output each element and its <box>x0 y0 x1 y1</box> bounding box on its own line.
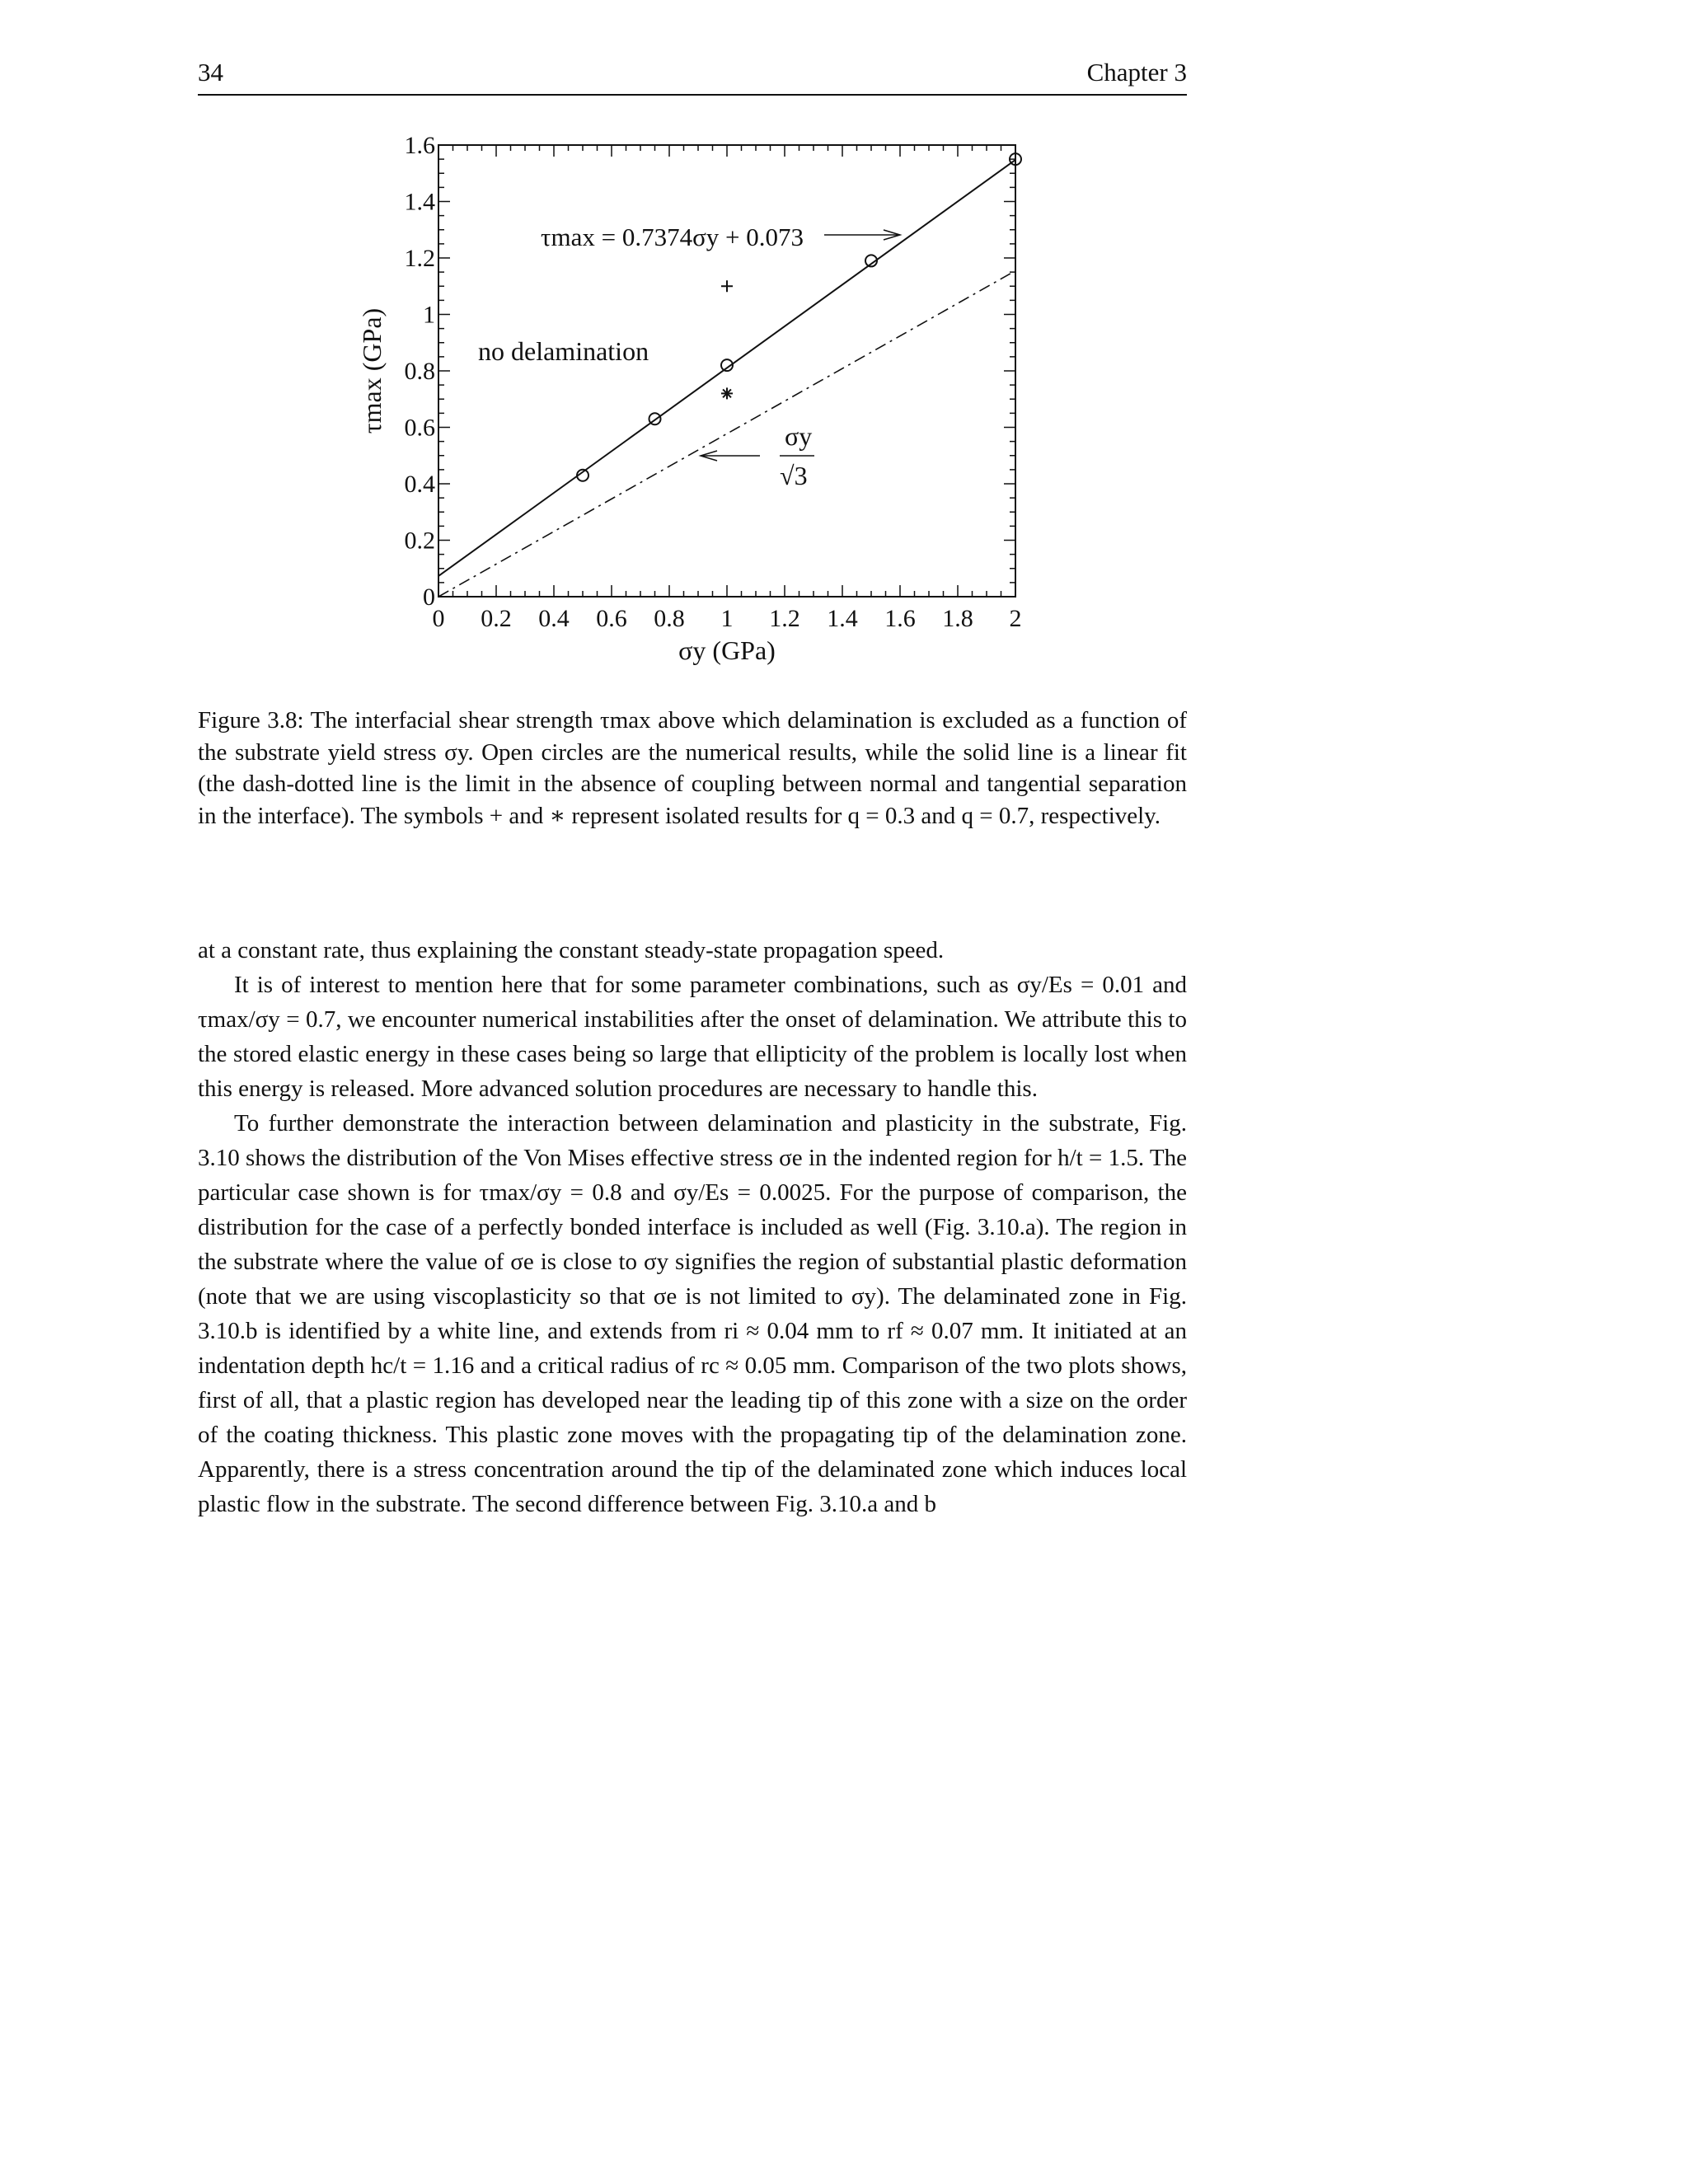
x-axis-label: σy (GPa) <box>678 635 776 665</box>
x-tick-label: 1.4 <box>827 605 858 632</box>
y-axis-label: τmax (GPa) <box>357 307 387 434</box>
x-tick-label: 1.8 <box>942 605 973 632</box>
tick-labels <box>405 132 1022 632</box>
x-tick-label: 0.4 <box>538 605 570 632</box>
x-tick-label: 0 <box>432 605 445 632</box>
y-tick-label: 0.2 <box>404 527 435 555</box>
y-tick-label: 1.2 <box>404 245 435 272</box>
chapter-title: Chapter 3 <box>1086 58 1187 87</box>
page-header <box>198 58 1187 96</box>
uncoupled-limit-line <box>438 271 1015 597</box>
x-tick-label: 2 <box>1009 605 1022 632</box>
y-tick-label: 0 <box>423 583 435 611</box>
asterisk-marker <box>721 387 733 399</box>
figure-caption <box>198 705 1187 832</box>
y-tick-label: 0.8 <box>404 358 435 385</box>
page-number: 34 <box>198 58 223 87</box>
figure-caption-label: Figure 3.8: <box>198 707 304 733</box>
limit-denominator-label: √3 <box>780 461 808 490</box>
limit-numerator-label: σy <box>785 421 813 451</box>
figure-caption-text: The interfacial shear strength τmax above which delamination is excluded as a function of the substrate yield stress σy. Open circles are the numerical results, while the solid line is a linear fit (the dash-dotted line is the limit in the absence of coupling between normal and tangential separation in the interface). The symbols + and ∗ represent isolated results for q = 0.3 and q = 0.7, respectively. <box>198 707 1187 829</box>
x-tick-label: 0.2 <box>481 605 512 632</box>
x-tick-label: 0.8 <box>654 605 685 632</box>
limit-arrow <box>701 451 760 461</box>
y-tick-label: 1 <box>423 301 435 329</box>
tau-max-vs-sigma-y-chart <box>330 132 1203 692</box>
x-tick-label: 1.2 <box>769 605 800 632</box>
plus-marker <box>721 280 733 292</box>
y-tick-label: 0.6 <box>404 414 435 442</box>
paragraph-2: It is of interest to mention here that for some parameter combinations, such as σy/Es = 0.01 and τmax/σy = 0.7, we encounter numerical instabilities after the onset of delamination. We attribute this to the stored elastic energy in these cases being so large that ellipticity of the problem is locally lost when this energy is released. More advanced solution procedures are necessary to handle this. <box>198 972 1187 1102</box>
y-tick-label: 1.6 <box>404 132 435 159</box>
no-delamination-label: no delamination <box>478 336 649 366</box>
y-tick-label: 0.4 <box>404 471 435 498</box>
x-tick-label: 1 <box>720 605 734 632</box>
body-text <box>198 933 1187 1521</box>
paragraph-3: To further demonstrate the interaction between delamination and plasticity in the substrate, Fig. 3.10 shows the distribution of the Von Mises effective stress σe in the indented region for h/t = 1.5. The particular case shown is for τmax/σy = 0.8 and σy/Es = 0.0025. For the purpose of comparison, the distribution for the case of a perfectly bonded interface is included as well (Fig. 3.10.a). The region in the substrate where the value of σe is close to σy signifies the region of substantial plastic deformation (note that we are using viscoplasticity so that σe is not limited to σy). The delaminated zone in Fig. 3.10.b is identified by a white line, and extends from ri ≈ 0.04 mm to rf ≈ 0.07 mm. It initiated at an indentation depth hc/t = 1.16 and a critical radius of rc ≈ 0.05 mm. Comparison of the two plots shows, first of all, that a plastic region has developed near the leading tip of this zone with a size on the order of the coating thickness. This plastic zone moves with the propagating tip of the delamination zone. Apparently, there is a stress concentration around the tip of the delaminated zone which induces local plastic flow in the substrate. The second difference between Fig. 3.10.a and b <box>198 1110 1187 1517</box>
fit-equation-label: τmax = 0.7374σy + 0.073 <box>541 223 804 251</box>
circle-marker <box>649 413 661 424</box>
paragraph-1: at a constant rate, thus explaining the constant steady-state propagation speed. <box>198 937 945 963</box>
fit-arrow <box>824 230 900 240</box>
x-tick-label: 1.6 <box>884 605 916 632</box>
y-tick-label: 1.4 <box>404 188 435 216</box>
x-tick-label: 0.6 <box>596 605 627 632</box>
